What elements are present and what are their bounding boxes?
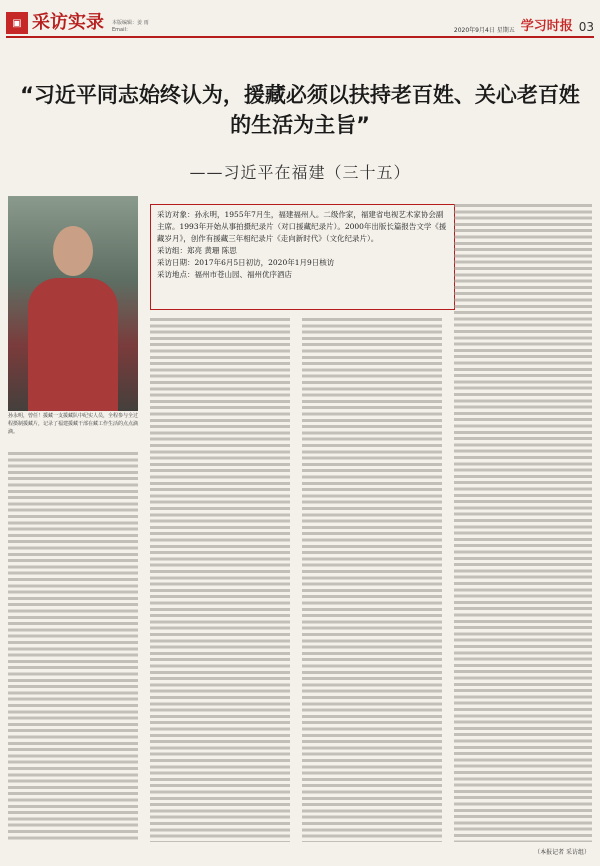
section-logo-icon: ▣ (6, 12, 28, 34)
editor-info: 本版编辑：姜 雨 Email： (112, 20, 149, 33)
date-line: 采访日期：2017年6月5日初访，2020年1月9日核访 (157, 258, 335, 267)
page-number: 03 (578, 20, 594, 34)
article-column-2 (150, 318, 290, 842)
section-title: 采访实录 (32, 12, 104, 33)
article-footer: （本报记者 采访组） (534, 849, 590, 856)
issue-date: 2020年9月4日 星期五 (453, 27, 515, 34)
article-column-1 (8, 452, 138, 842)
portrait-face (53, 226, 93, 276)
newspaper-name: 学习时报 (520, 19, 573, 34)
article-column-4 (454, 204, 592, 842)
page-header (6, 6, 594, 38)
place-line: 采访地点：福州市苍山园、福州优序酒店 (157, 270, 292, 279)
interviewee-line: 采访对象：孙永明，1955年7月生，福建福州人。二级作家，福建省电视艺术家协会副主席。1993年开始从事拍摄纪录片（对口援藏纪录片）。2000年出版长篇报告文学《援藏岁月》，创作有援藏三年相纪录片《走向新时代》（文化纪录片）。 (157, 210, 447, 243)
reporters-line: 采访组：郑亮 黄珊 陈思 (157, 246, 237, 255)
subheadline: ——习近平在福建（三十五） (189, 163, 411, 182)
interview-info-box (150, 204, 455, 310)
portrait-photo (8, 196, 138, 411)
portrait-shirt (28, 278, 118, 411)
photo-caption: 孙永明，曾任！援藏一支援藏队中纪实人员，全程参与全过程摄制援藏片，记录了福建援藏干部在藏工作生活的点点滴滴。 (8, 413, 139, 435)
headline: “习近平同志始终认为，援藏必须以扶持老百姓、关心老百姓的生活为主旨” (20, 83, 580, 137)
article-column-3 (302, 318, 442, 842)
